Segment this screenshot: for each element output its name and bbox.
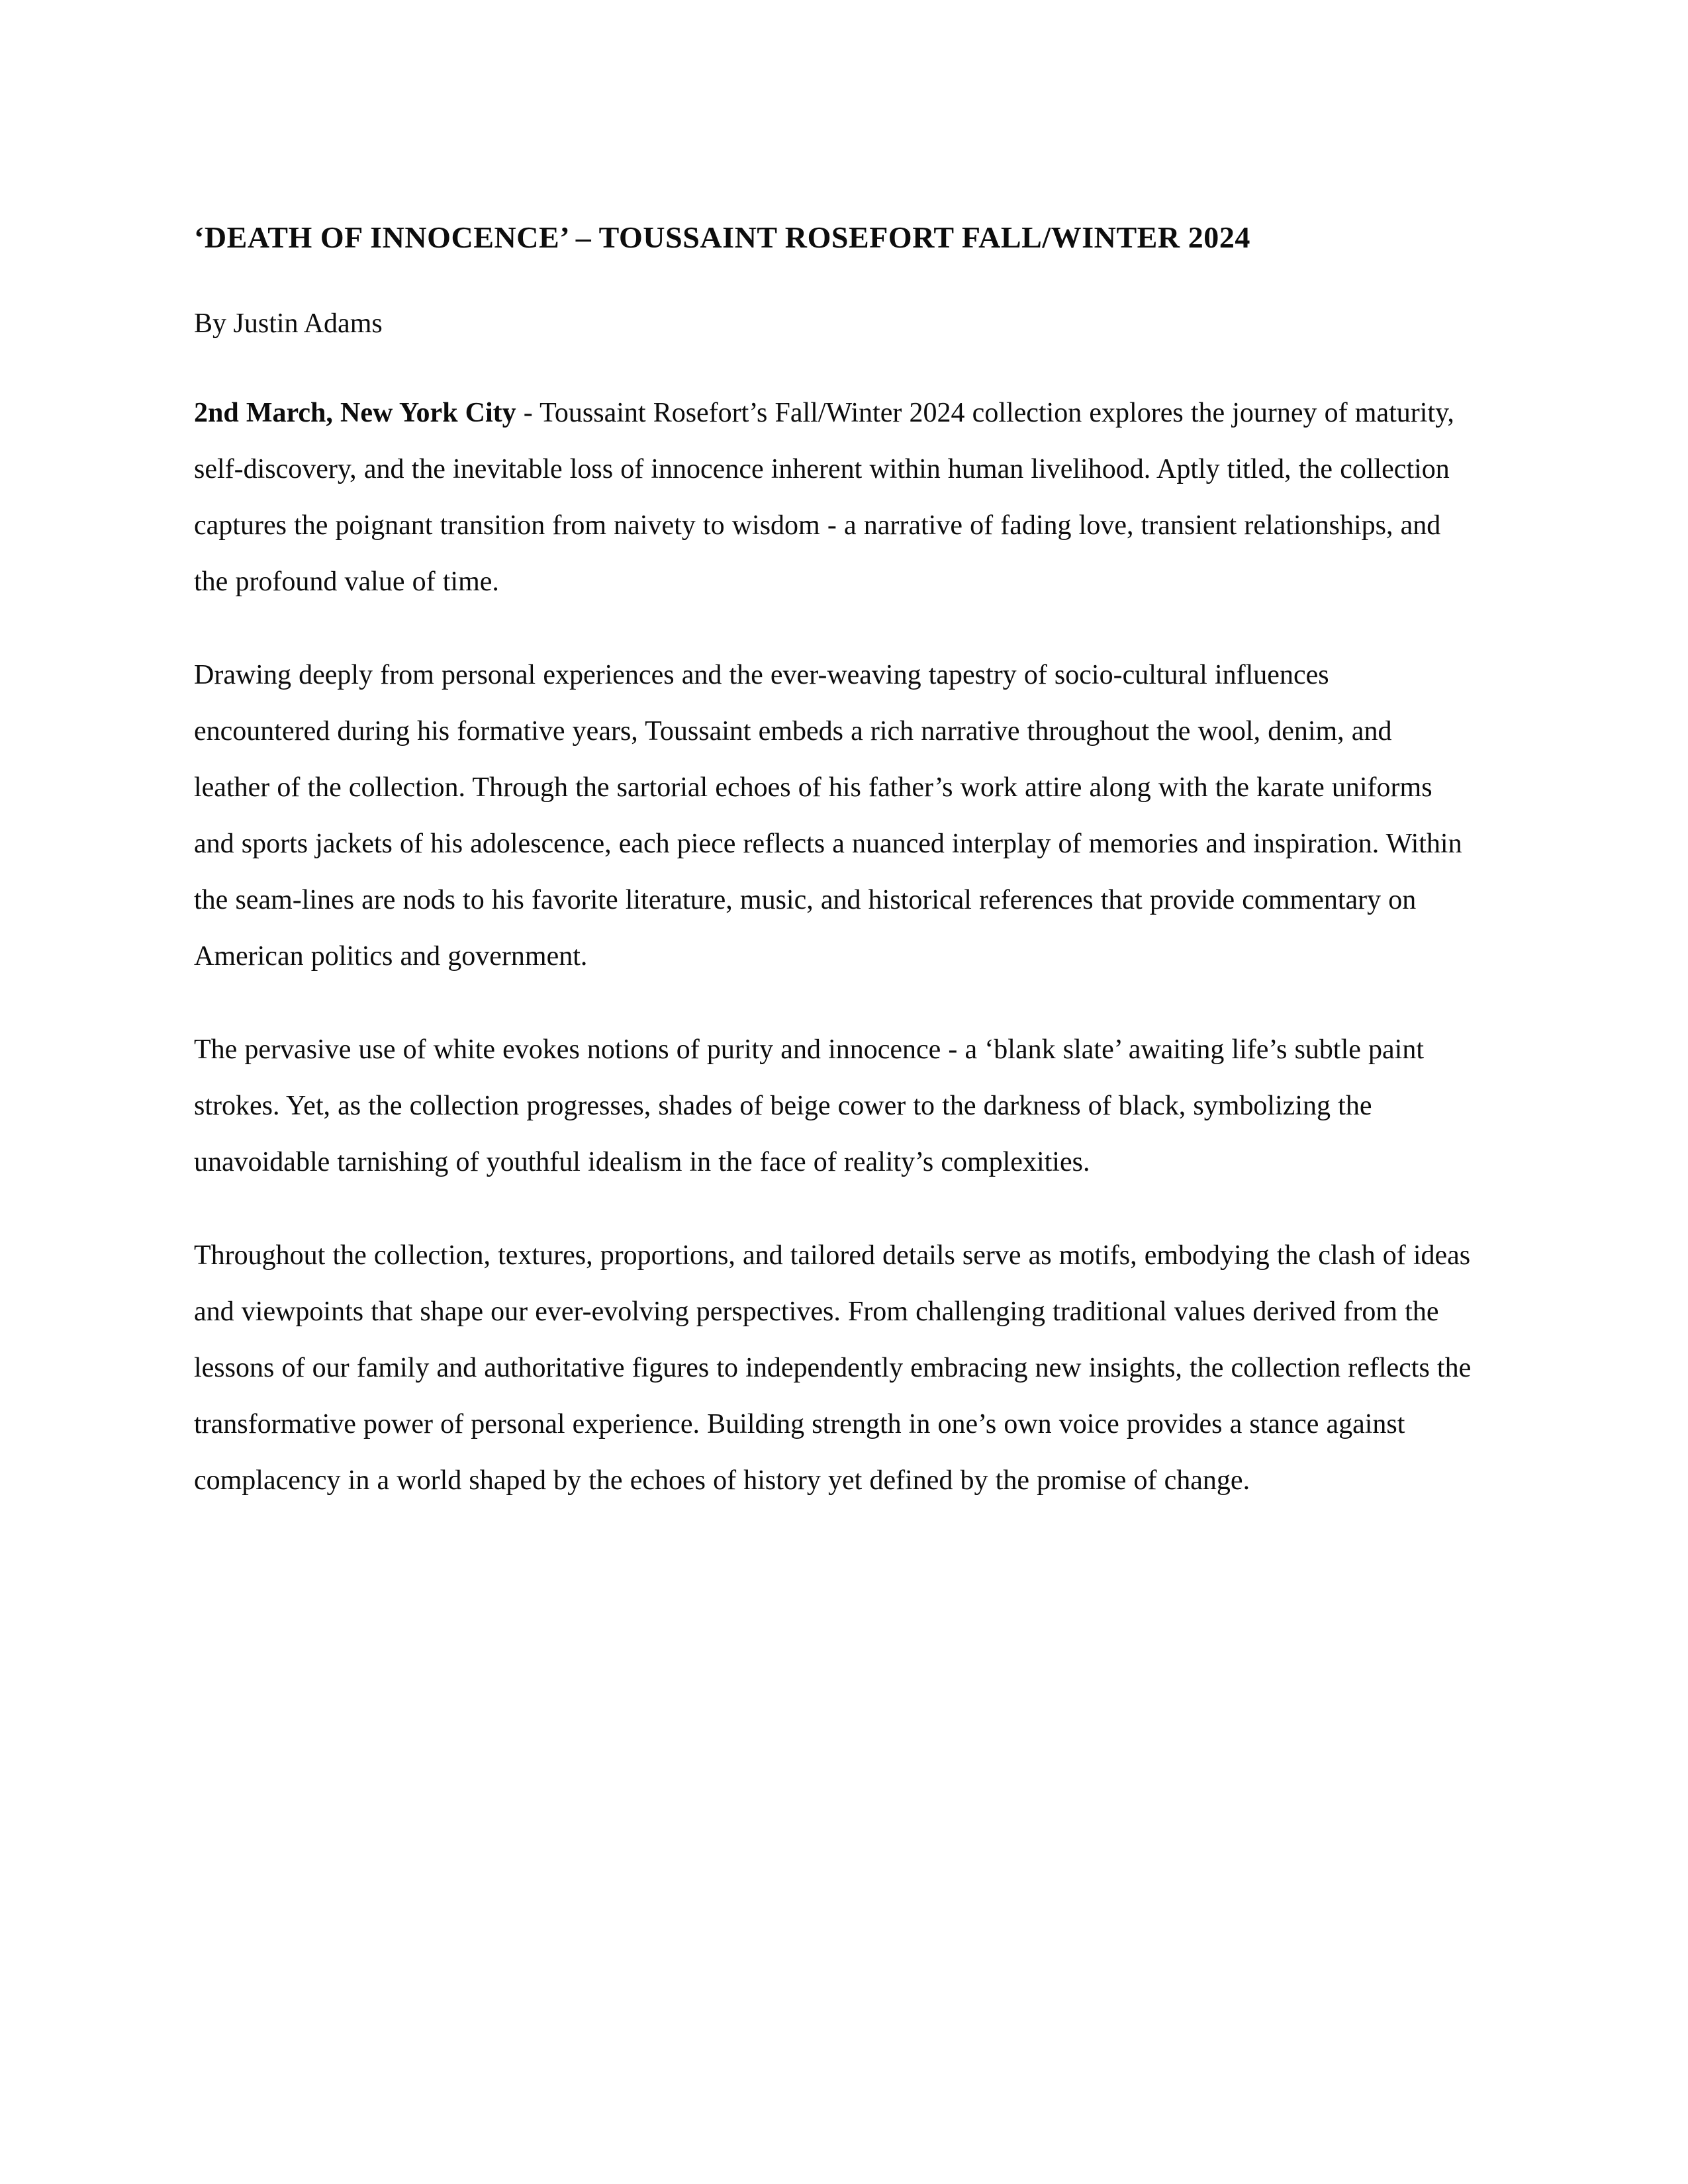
paragraph-influences: Drawing deeply from personal experiences and the ever-weaving tapestry of socio-cultural influences encountered during his formative years, Toussaint embeds a rich narrative throughout the wool, denim, and leather of the collection. Through the sartorial echoes of his father’s work attire along with the karate uniforms and sports jackets of his adolescence, each piece reflects a nuanced interplay of memories and inspiration. Within the seam-lines are nods to his favorite literature, music, and historical references that provide commentary on American politics and government.	[194, 660, 1462, 972]
article-body	[194, 218, 1472, 1509]
page-title: ‘DEATH OF INNOCENCE’ – TOUSSAINT ROSEFORT FALL/WINTER 2024	[194, 220, 1250, 254]
byline: By Justin Adams	[194, 308, 383, 339]
paragraph-motifs: Throughout the collection, textures, proportions, and tailored details serve as motifs, embodying the clash of ideas and viewpoints that shape our ever-evolving perspectives. From challenging traditional values derived from the lessons of our family and authoritative figures to independently embracing new insights, the collection reflects the transformative power of personal experience. Building strength in one’s own voice provides a stance against complacency in a world shaped by the echoes of history yet defined by the promise of change.	[194, 1240, 1472, 1496]
dateline-separator: -	[516, 398, 540, 429]
dateline-location: 2nd March, New York City	[194, 398, 516, 429]
paragraph-lede-text: Toussaint Rosefort’s Fall/Winter 2024 collection explores the journey of maturity, self-discovery, and the inevitable loss of innocence inherent within human livelihood. Aptly titled, the collection captures the poignant transition from naivety to wisdom - a narrative of fading love, transient relationships, and the profound value of time.	[194, 398, 1454, 598]
paragraph-palette: The pervasive use of white evokes notions of purity and innocence - a ‘blank slate’ awaiting life’s subtle paint strokes. Yet, as the collection progresses, shades of beige cower to the darkness of black, symbolizing the unavoidable tarnishing of youthful idealism in the face of reality’s complexities.	[194, 1034, 1425, 1178]
paragraph-lede	[194, 385, 1472, 610]
